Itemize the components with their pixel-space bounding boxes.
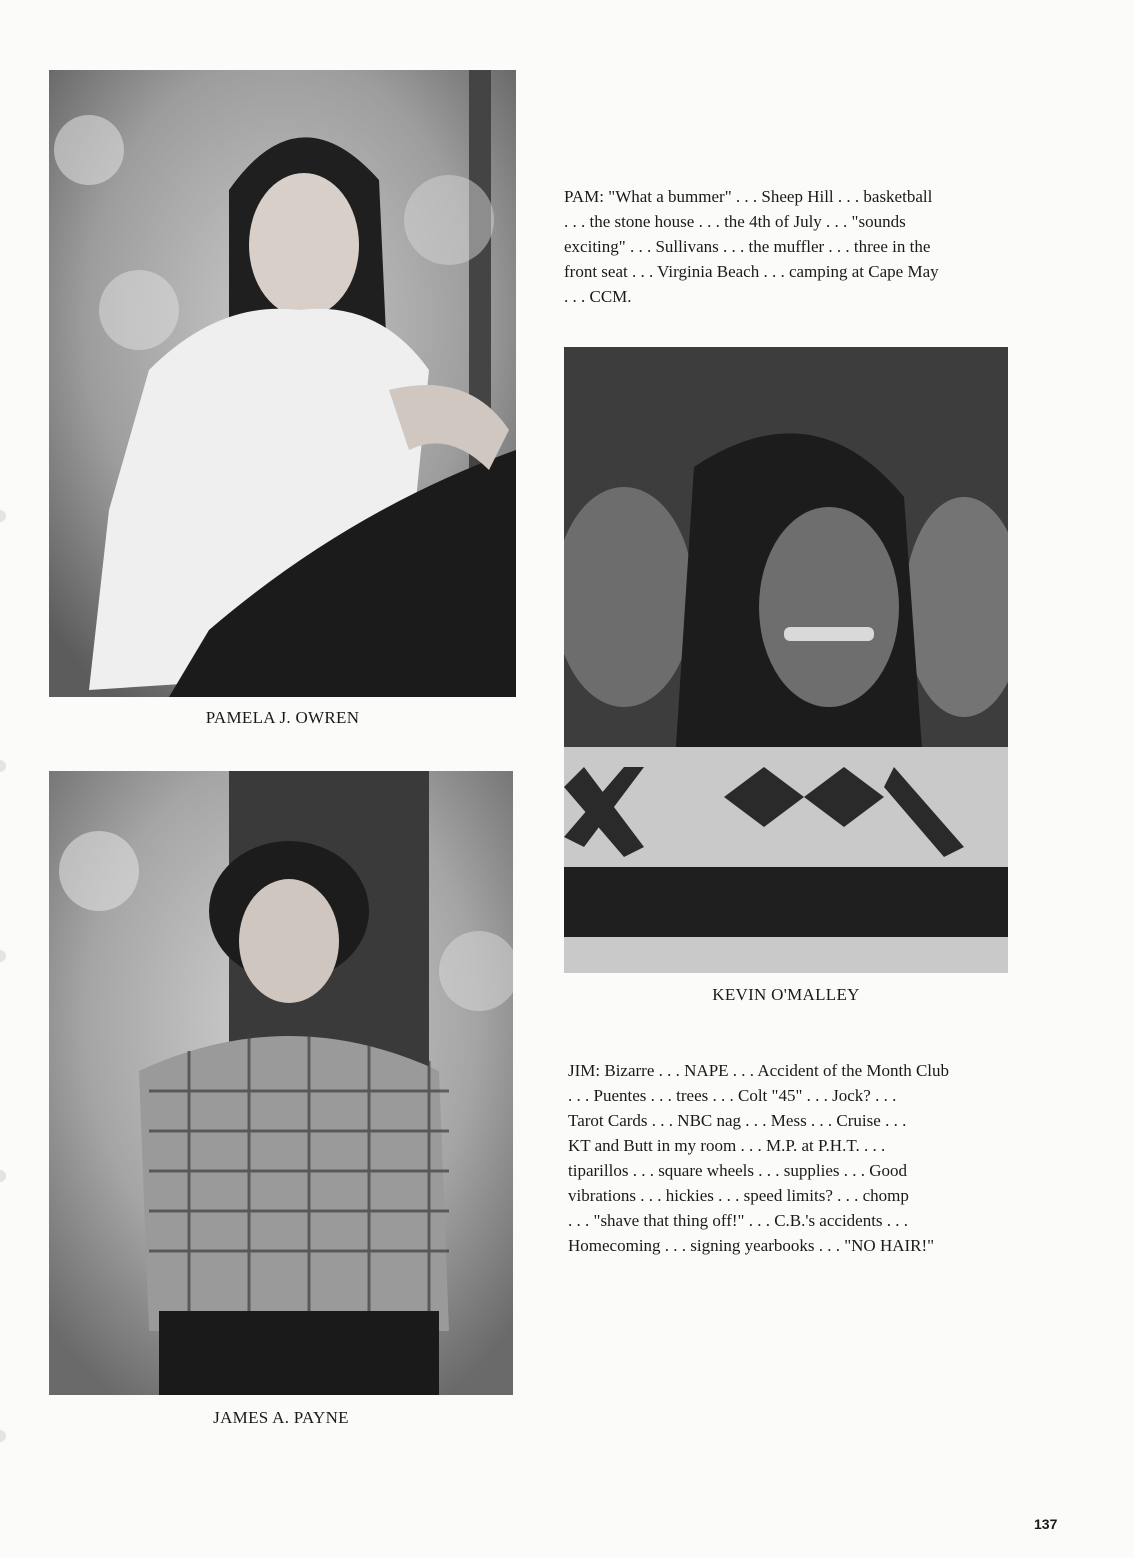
- portrait-photo-kevin: [564, 347, 1008, 973]
- portrait-photo-icon: [49, 70, 516, 697]
- student-blurb-pam: [564, 184, 939, 309]
- blurb-line: . . . the stone house . . . the 4th of July . . . "sounds: [564, 212, 906, 231]
- blurb-line: front seat . . . Virginia Beach . . . camping at Cape May: [564, 262, 939, 281]
- binder-hole: [0, 510, 6, 522]
- blurb-line: JIM: Bizarre . . . NAPE . . . Accident of the Month Club: [568, 1061, 950, 1080]
- blurb-line: . . . CCM.: [564, 287, 632, 306]
- blurb-line: PAM: "What a bummer" . . . Sheep Hill . . . basketball: [564, 187, 933, 206]
- portrait-photo-icon: [564, 347, 1008, 973]
- blurb-line: vibrations . . . hickies . . . speed limits? . . . chomp: [568, 1186, 909, 1205]
- binder-hole: [0, 950, 6, 962]
- binder-hole: [0, 760, 6, 772]
- binder-hole: [0, 1170, 6, 1182]
- blurb-line: KT and Butt in my room . . . M.P. at P.H.T. . . .: [568, 1136, 886, 1155]
- student-name-caption: JAMES A. PAYNE: [213, 1408, 349, 1427]
- student-blurb-jim: [568, 1058, 949, 1258]
- portrait-photo-pamela: [49, 70, 516, 697]
- portrait-photo-james: [49, 771, 513, 1395]
- student-name-caption: PAMELA J. OWREN: [205, 708, 360, 727]
- binder-hole: [0, 1430, 6, 1442]
- blurb-line: Tarot Cards . . . NBC nag . . . Mess . . . Cruise . . .: [568, 1111, 907, 1130]
- blurb-line: exciting" . . . Sullivans . . . the muffler . . . three in the: [564, 237, 931, 256]
- student-name-caption: KEVIN O'MALLEY: [712, 985, 860, 1004]
- blurb-line: . . . "shave that thing off!" . . . C.B.'s accidents . . .: [568, 1211, 909, 1230]
- blurb-line: tiparillos . . . square wheels . . . supplies . . . Good: [568, 1161, 908, 1180]
- blurb-line: Homecoming . . . signing yearbooks . . . "NO HAIR!": [568, 1236, 935, 1255]
- blurb-line: . . . Puentes . . . trees . . . Colt "45" . . . Jock? . . .: [568, 1086, 897, 1105]
- page-number: 137: [1034, 1516, 1058, 1532]
- portrait-photo-icon: [49, 771, 513, 1395]
